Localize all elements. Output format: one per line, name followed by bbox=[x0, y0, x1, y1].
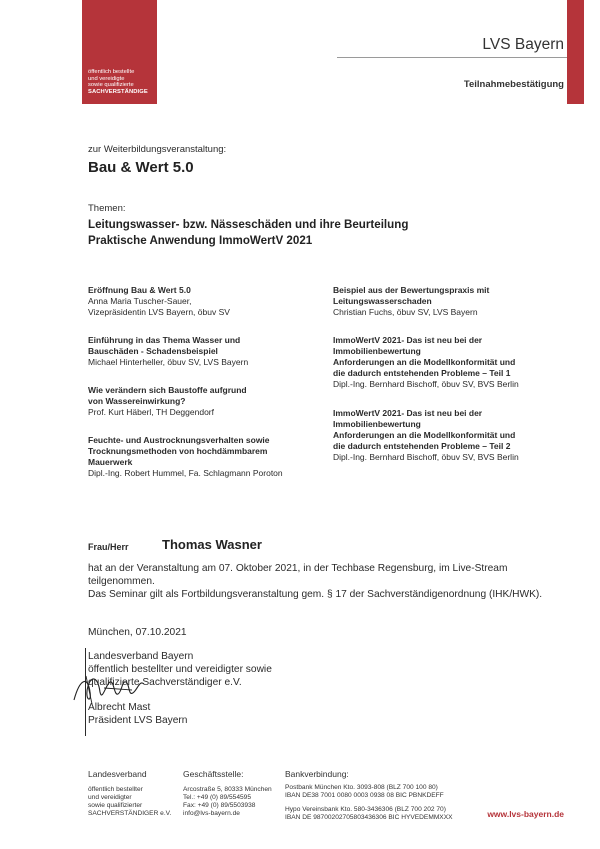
salutation-label: Frau/Herr bbox=[88, 542, 129, 552]
program-item: ImmoWertV 2021- Das ist neu bei der Immobilienbewertung Anforderungen an die Modellkonformität und die dadurch entstehenden Probleme – Teil 1 Dipl.-Ing. Bernhard Bischoff, öbuv SV, BVS Berlin bbox=[333, 335, 519, 389]
program-item: ImmoWertV 2021- Das ist neu bei der Immobilienbewertung Anforderungen an die Modellkonformität und die dadurch entstehenden Probleme – Teil 2 Dipl.-Ing. Bernhard Bischoff, öbuv SV, BVS Berlin bbox=[333, 408, 519, 462]
program-item: Beispiel aus der Bewertungspraxis mit Leitungswasserschaden Christian Fuchs, öbuv SV, LVS Bayern bbox=[333, 285, 490, 317]
footer-email-link[interactable]: info@lvs-bayern.de bbox=[183, 810, 240, 817]
confirmation-text: hat an der Veranstaltung am 07. Oktober 2021, in der Techbase Regensburg, im Live-Stream bbox=[88, 563, 508, 574]
signer-name: Albrecht Mast bbox=[88, 702, 151, 713]
logo-badge bbox=[82, 0, 157, 104]
event-title: Bau & Wert 5.0 bbox=[88, 159, 194, 176]
signature-image bbox=[70, 670, 150, 710]
program-item: Eröffnung Bau & Wert 5.0 Anna Maria Tuscher-Sauer, Vizepräsidentin LVS Bayern, öbuv SV bbox=[88, 285, 230, 317]
place-date: München, 07.10.2021 bbox=[88, 627, 187, 638]
footer-bank-heading: Bankverbindung: bbox=[285, 769, 349, 779]
footer-bank-text: Postbank München Kto. 3093-808 (BLZ 700 100 80) IBAN DE38 7001 0080 0003 0938 08 BIC PBNKDEFF Hypo Vereinsbank Kto. 580-3436306 (BLZ 700 202 70) IBAN DE 98700202705803436306 BIC HYVEDEMMXXX bbox=[285, 784, 453, 821]
program-item: Wie verändern sich Baustoffe aufgrund von Wassereinwirkung? Prof. Kurt Häberl, TH Deggendorf bbox=[88, 385, 247, 417]
footer-office-text: Arcostraße 5, 80333 München Tel.: +49 (0) 89/554595 Fax: +49 (0) 89/5503938 info@lvs-bayern.de bbox=[183, 786, 272, 817]
footer-office-heading: Geschäftsstelle: bbox=[183, 769, 244, 779]
signer-role: Präsident LVS Bayern bbox=[88, 715, 188, 726]
themes-label: Themen: bbox=[88, 203, 126, 214]
signature-org-line: öffentlich bestellter und vereidigter sowie bbox=[88, 664, 272, 675]
confirmation-text: teilgenommen. bbox=[88, 576, 155, 587]
logo-text: öffentlich bestellte und vereidigte sowie qualifizierte SACHVERSTÄNDIGE bbox=[88, 69, 148, 95]
footer-org-text: öffentlich bestellter und vereidigter sowie qualifizierter SACHVERSTÄNDIGER e.V. bbox=[88, 786, 172, 817]
participant-name: Thomas Wasner bbox=[162, 537, 262, 552]
program-item: Feuchte- und Austrocknungsverhalten sowie Trocknungsmethoden von hochdämmbarem Mauerwerk Dipl.-Ing. Robert Hummel, Fa. Schlagmann Poroton bbox=[88, 435, 283, 478]
event-label: zur Weiterbildungsveranstaltung: bbox=[88, 144, 227, 155]
confirmation-text: Das Seminar gilt als Fortbildungsveranstaltung gem. § 17 der Sachverständigenordnung (IHK/HWK). bbox=[88, 589, 543, 600]
footer-org-heading: Landesverband bbox=[88, 769, 147, 779]
header-divider bbox=[337, 57, 567, 58]
signature-org-line: Landesverband Bayern bbox=[88, 651, 194, 662]
program-item: Einführung in das Thema Wasser und Bauschäden - Schadensbeispiel Michael Hinterheller, öbuv SV, LVS Bayern bbox=[88, 335, 249, 367]
website-link[interactable]: www.lvs-bayern.de bbox=[487, 809, 564, 819]
theme-line: Leitungswasser- bzw. Nässeschäden und ihre Beurteilung bbox=[88, 218, 409, 231]
signature-org-line: qualifizierte Sachverständiger e.V. bbox=[88, 677, 242, 688]
document-type: Teilnahmebestätigung bbox=[463, 79, 564, 90]
theme-line: Praktische Anwendung ImmoWertV 2021 bbox=[88, 234, 313, 247]
header-accent-bar bbox=[567, 0, 584, 104]
org-name: LVS Bayern bbox=[482, 36, 564, 53]
